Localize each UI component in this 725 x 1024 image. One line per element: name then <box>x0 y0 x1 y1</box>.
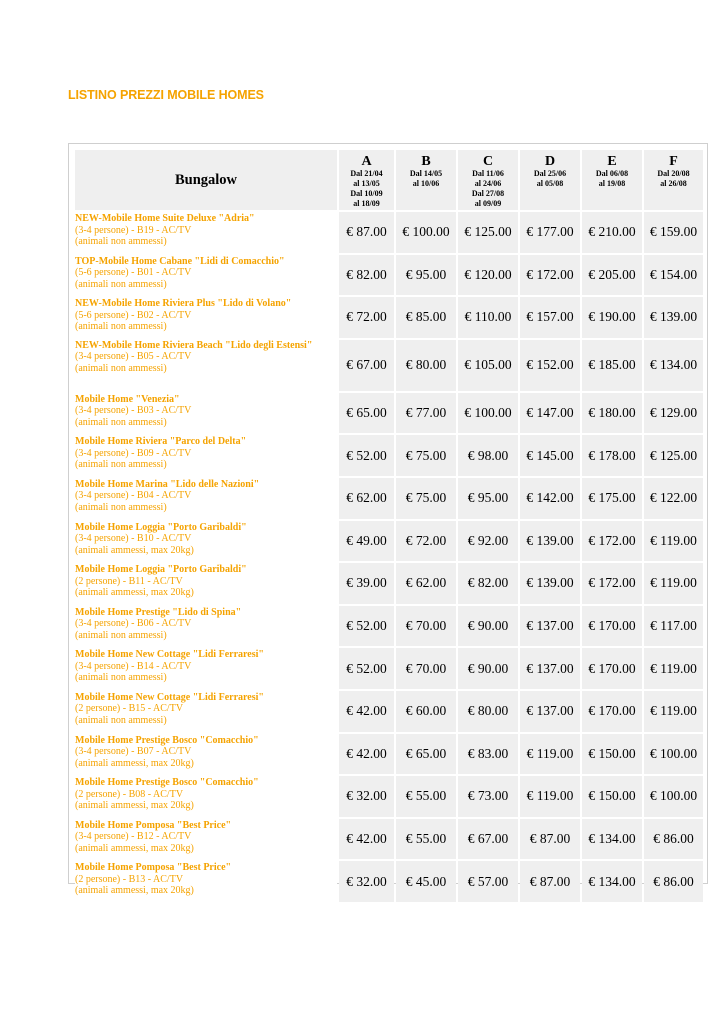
price-cell: € 137.00 <box>520 648 580 689</box>
season-band-date: Dal 06/08 <box>595 169 629 178</box>
season-band-date: Dal 21/04 <box>350 169 383 178</box>
price-cell: € 110.00 <box>458 297 518 338</box>
price-cell: € 39.00 <box>339 563 394 604</box>
table-row <box>75 861 703 902</box>
price-cell: € 137.00 <box>520 606 580 647</box>
bungalow-description-cell <box>75 734 337 775</box>
price-cell: € 119.00 <box>644 563 703 604</box>
season-band-date: Dal 20/08 <box>657 169 690 178</box>
price-cell: € 60.00 <box>396 691 456 732</box>
bungalow-name: NEW-Mobile Home Suite Deluxe "Adria" <box>75 213 255 224</box>
price-cell: € 98.00 <box>458 435 518 476</box>
season-band-date: al 18/09 <box>353 199 380 208</box>
price-cell: € 95.00 <box>396 255 456 296</box>
price-cell: € 75.00 <box>396 435 456 476</box>
bungalow-detail: (3-4 persone) - B12 - AC/TV <box>75 831 192 843</box>
bungalow-description-cell <box>75 691 337 732</box>
bungalow-pets-policy: (animali non ammessi) <box>75 459 167 471</box>
price-cell: € 90.00 <box>458 606 518 647</box>
price-cell: € 62.00 <box>339 478 394 519</box>
price-cell: € 72.00 <box>396 521 456 562</box>
price-cell: € 62.00 <box>396 563 456 604</box>
table-row <box>75 606 703 647</box>
bungalow-name: Mobile Home Loggia "Porto Garibaldi" <box>75 521 247 533</box>
bungalow-detail: (5-6 persone) - B02 - AC/TV <box>75 309 192 321</box>
price-table-frame <box>68 143 708 897</box>
bungalow-detail: (3-4 persone) - B06 - AC/TV <box>75 618 192 630</box>
price-cell: € 52.00 <box>339 648 394 689</box>
price-cell: € 139.00 <box>520 563 580 604</box>
bungalow-description-cell <box>75 606 337 647</box>
bungalow-description-cell <box>75 297 337 338</box>
price-cell: € 134.00 <box>644 340 703 391</box>
price-cell: € 210.00 <box>582 212 642 253</box>
table-row <box>75 255 703 296</box>
bungalow-pets-policy: (animali ammessi, max 20kg) <box>75 587 194 599</box>
price-cell: € 100.00 <box>458 393 518 434</box>
season-band-date: al 05/08 <box>536 179 564 188</box>
season-band-date: al 09/09 <box>474 199 502 208</box>
bungalow-detail: (3-4 persone) - B04 - AC/TV <box>75 490 192 502</box>
price-cell: € 125.00 <box>458 212 518 253</box>
table-row <box>75 819 703 860</box>
price-cell: € 190.00 <box>582 297 642 338</box>
price-cell: € 65.00 <box>396 734 456 775</box>
price-cell: € 150.00 <box>582 734 642 775</box>
price-cell: € 42.00 <box>339 734 394 775</box>
table-row <box>75 393 703 434</box>
price-cell: € 175.00 <box>582 478 642 519</box>
price-cell: € 70.00 <box>396 606 456 647</box>
price-cell: € 150.00 <box>582 776 642 817</box>
document-title: LISTINO PREZZI MOBILE HOMES <box>68 88 264 102</box>
price-cell: € 178.00 <box>582 435 642 476</box>
season-band-header <box>520 150 580 210</box>
price-cell: € 42.00 <box>339 819 394 860</box>
bungalow-detail: (3-4 persone) - B05 - AC/TV <box>75 351 192 363</box>
price-cell: € 100.00 <box>644 776 703 817</box>
price-cell: € 32.00 <box>339 776 394 817</box>
price-cell: € 147.00 <box>520 393 580 434</box>
bungalow-pets-policy: (animali ammessi, max 20kg) <box>75 757 194 769</box>
price-cell: € 87.00 <box>339 212 394 253</box>
price-cell: € 86.00 <box>644 819 703 860</box>
bungalow-pets-policy: (animali non ammessi) <box>75 362 167 374</box>
price-cell: € 52.00 <box>339 606 394 647</box>
price-cell: € 32.00 <box>339 861 394 902</box>
bungalow-pets-policy: (animali non ammessi) <box>75 321 167 333</box>
season-band-letter: C <box>482 154 494 169</box>
price-cell: € 87.00 <box>520 861 580 902</box>
price-cell: € 95.00 <box>458 478 518 519</box>
bungalow-name: Mobile Home Pomposa "Best Price" <box>75 819 232 831</box>
price-cell: € 119.00 <box>644 691 703 732</box>
bungalow-description-cell <box>75 212 337 253</box>
price-cell: € 137.00 <box>520 691 580 732</box>
season-band-date: Dal 11/06 <box>472 169 504 178</box>
price-cell: € 134.00 <box>582 819 642 860</box>
price-cell: € 82.00 <box>339 255 394 296</box>
price-cell: € 170.00 <box>582 648 642 689</box>
bungalow-detail: (2 persone) - B13 - AC/TV <box>75 873 184 885</box>
season-band-letter: D <box>544 154 556 169</box>
bungalow-name: Mobile Home Riviera "Parco del Delta" <box>75 436 247 448</box>
price-cell: € 100.00 <box>396 212 456 253</box>
price-cell: € 86.00 <box>644 861 703 902</box>
bungalow-name: Mobile Home New Cottage "Lidi Ferraresi" <box>75 649 264 661</box>
price-cell: € 129.00 <box>644 393 703 434</box>
price-cell: € 154.00 <box>644 255 703 296</box>
price-cell: € 185.00 <box>582 340 642 391</box>
bungalow-description-cell <box>75 255 337 296</box>
bungalow-description-cell <box>75 435 337 476</box>
price-cell: € 145.00 <box>520 435 580 476</box>
price-cell: € 117.00 <box>644 606 703 647</box>
bungalow-name: Mobile Home "Venezia" <box>75 393 180 405</box>
season-band-date: Dal 25/06 <box>533 169 567 178</box>
season-band-letter: A <box>361 154 372 169</box>
bungalow-name: NEW-Mobile Home Riviera Beach "Lido degli Estensi" <box>75 339 313 351</box>
season-band-date: al 26/08 <box>660 179 687 188</box>
bungalow-description-cell <box>75 776 337 817</box>
bungalow-name: NEW-Mobile Home Riviera Plus "Lido di Volano" <box>75 298 292 310</box>
price-cell: € 119.00 <box>520 734 580 775</box>
bungalow-description-cell <box>75 521 337 562</box>
bungalow-description-cell <box>75 393 337 434</box>
table-row <box>75 734 703 775</box>
season-band-header <box>644 150 703 210</box>
season-band-header <box>582 150 642 210</box>
bungalow-name: Mobile Home Prestige Bosco "Comacchio" <box>75 734 259 746</box>
season-band-date: Dal 27/08 <box>471 189 505 198</box>
bungalow-pets-policy: (animali non ammessi) <box>75 278 167 290</box>
season-band-date: al 19/08 <box>598 179 626 188</box>
bungalow-name: Mobile Home New Cottage "Lidi Ferraresi" <box>75 691 264 703</box>
season-band-date: Dal 10/09 <box>350 189 383 198</box>
price-table <box>73 148 705 904</box>
bungalow-description-cell <box>75 861 337 902</box>
price-cell: € 122.00 <box>644 478 703 519</box>
bungalow-name: Mobile Home Pomposa "Best Price" <box>75 862 232 874</box>
table-row <box>75 478 703 519</box>
price-cell: € 90.00 <box>458 648 518 689</box>
bungalow-pets-policy: (animali ammessi, max 20kg) <box>75 842 194 854</box>
price-cell: € 85.00 <box>396 297 456 338</box>
price-cell: € 159.00 <box>644 212 703 253</box>
price-cell: € 120.00 <box>458 255 518 296</box>
bungalow-description-cell <box>75 563 337 604</box>
season-band-date: al 24/06 <box>474 179 502 188</box>
season-band-letter: B <box>421 154 431 169</box>
price-cell: € 77.00 <box>396 393 456 434</box>
table-row <box>75 691 703 732</box>
price-cell: € 67.00 <box>458 819 518 860</box>
price-cell: € 152.00 <box>520 340 580 391</box>
bungalow-description-cell <box>75 340 337 391</box>
price-cell: € 142.00 <box>520 478 580 519</box>
season-band-date: al 13/05 <box>353 179 380 188</box>
bungalow-description-cell <box>75 648 337 689</box>
bungalow-detail: (2 persone) - B08 - AC/TV <box>75 788 184 800</box>
bungalow-description-cell <box>75 819 337 860</box>
table-row <box>75 297 703 338</box>
bungalow-detail: (3-4 persone) - B07 - AC/TV <box>75 746 192 758</box>
price-cell: € 177.00 <box>520 212 580 253</box>
season-band-letter: F <box>669 154 678 169</box>
table-row <box>75 340 703 391</box>
bungalow-pets-policy: (animali ammessi, max 20kg) <box>75 800 194 812</box>
price-cell: € 172.00 <box>582 563 642 604</box>
table-row <box>75 648 703 689</box>
price-cell: € 55.00 <box>396 776 456 817</box>
price-cell: € 170.00 <box>582 691 642 732</box>
bungalow-name: Mobile Home Loggia "Porto Garibaldi" <box>75 564 247 576</box>
bungalow-pets-policy: (animali ammessi, max 20kg) <box>75 544 194 556</box>
price-cell: € 170.00 <box>582 606 642 647</box>
table-row <box>75 776 703 817</box>
table-body <box>75 212 703 902</box>
season-band-letter: E <box>607 154 617 169</box>
bungalow-detail: (5-6 persone) - B01 - AC/TV <box>75 267 192 279</box>
price-cell: € 205.00 <box>582 255 642 296</box>
bungalow-pets-policy: (animali non ammessi) <box>75 236 167 247</box>
bungalow-pets-policy: (animali ammessi, max 20kg) <box>75 885 194 897</box>
price-cell: € 119.00 <box>644 521 703 562</box>
price-cell: € 119.00 <box>520 776 580 817</box>
bungalow-column-header: Bungalow <box>75 150 337 210</box>
price-cell: € 180.00 <box>582 393 642 434</box>
bungalow-name: Mobile Home Prestige "Lido di Spina" <box>75 606 242 618</box>
bungalow-detail: (3-4 persone) - B10 - AC/TV <box>75 533 192 545</box>
season-band-date: Dal 14/05 <box>409 169 443 178</box>
price-cell: € 119.00 <box>644 648 703 689</box>
price-cell: € 57.00 <box>458 861 518 902</box>
price-cell: € 92.00 <box>458 521 518 562</box>
price-cell: € 157.00 <box>520 297 580 338</box>
price-cell: € 72.00 <box>339 297 394 338</box>
bungalow-detail: (3-4 persone) - B09 - AC/TV <box>75 447 192 459</box>
price-cell: € 139.00 <box>520 521 580 562</box>
price-cell: € 67.00 <box>339 340 394 391</box>
price-cell: € 42.00 <box>339 691 394 732</box>
price-cell: € 75.00 <box>396 478 456 519</box>
bungalow-pets-policy: (animali non ammessi) <box>75 672 167 684</box>
table-row <box>75 435 703 476</box>
bungalow-pets-policy: (animali non ammessi) <box>75 714 167 726</box>
bungalow-detail: (2 persone) - B15 - AC/TV <box>75 703 184 715</box>
bungalow-pets-policy: (animali non ammessi) <box>75 501 167 513</box>
price-cell: € 80.00 <box>396 340 456 391</box>
bungalow-detail: (3-4 persone) - B03 - AC/TV <box>75 405 192 417</box>
bungalow-name: Mobile Home Prestige Bosco "Comacchio" <box>75 777 259 789</box>
price-cell: € 45.00 <box>396 861 456 902</box>
season-band-header <box>458 150 518 210</box>
season-band-header <box>339 150 394 210</box>
bungalow-name: Mobile Home Marina "Lido delle Nazioni" <box>75 478 260 490</box>
header-row <box>75 150 703 210</box>
bungalow-detail: (3-4 persone) - B14 - AC/TV <box>75 660 192 672</box>
bungalow-description-cell <box>75 478 337 519</box>
price-cell: € 172.00 <box>582 521 642 562</box>
price-cell: € 49.00 <box>339 521 394 562</box>
price-cell: € 100.00 <box>644 734 703 775</box>
bungalow-detail: (2 persone) - B11 - AC/TV <box>75 575 183 587</box>
price-cell: € 134.00 <box>582 861 642 902</box>
price-cell: € 82.00 <box>458 563 518 604</box>
price-cell: € 70.00 <box>396 648 456 689</box>
bungalow-pets-policy: (animali non ammessi) <box>75 416 167 428</box>
price-cell: € 172.00 <box>520 255 580 296</box>
table-row <box>75 212 703 253</box>
price-cell: € 83.00 <box>458 734 518 775</box>
table-row <box>75 563 703 604</box>
bungalow-detail: (3-4 persone) - B19 - AC/TV <box>75 224 192 236</box>
price-cell: € 52.00 <box>339 435 394 476</box>
season-band-header <box>396 150 456 210</box>
price-cell: € 139.00 <box>644 297 703 338</box>
price-cell: € 87.00 <box>520 819 580 860</box>
table-row <box>75 521 703 562</box>
bungalow-name: TOP-Mobile Home Cabane "Lidi di Comacchio" <box>75 255 285 267</box>
bungalow-pets-policy: (animali non ammessi) <box>75 629 167 641</box>
price-cell: € 125.00 <box>644 435 703 476</box>
price-cell: € 80.00 <box>458 691 518 732</box>
price-cell: € 105.00 <box>458 340 518 391</box>
price-cell: € 65.00 <box>339 393 394 434</box>
price-cell: € 73.00 <box>458 776 518 817</box>
season-band-date: al 10/06 <box>412 179 440 188</box>
price-cell: € 55.00 <box>396 819 456 860</box>
